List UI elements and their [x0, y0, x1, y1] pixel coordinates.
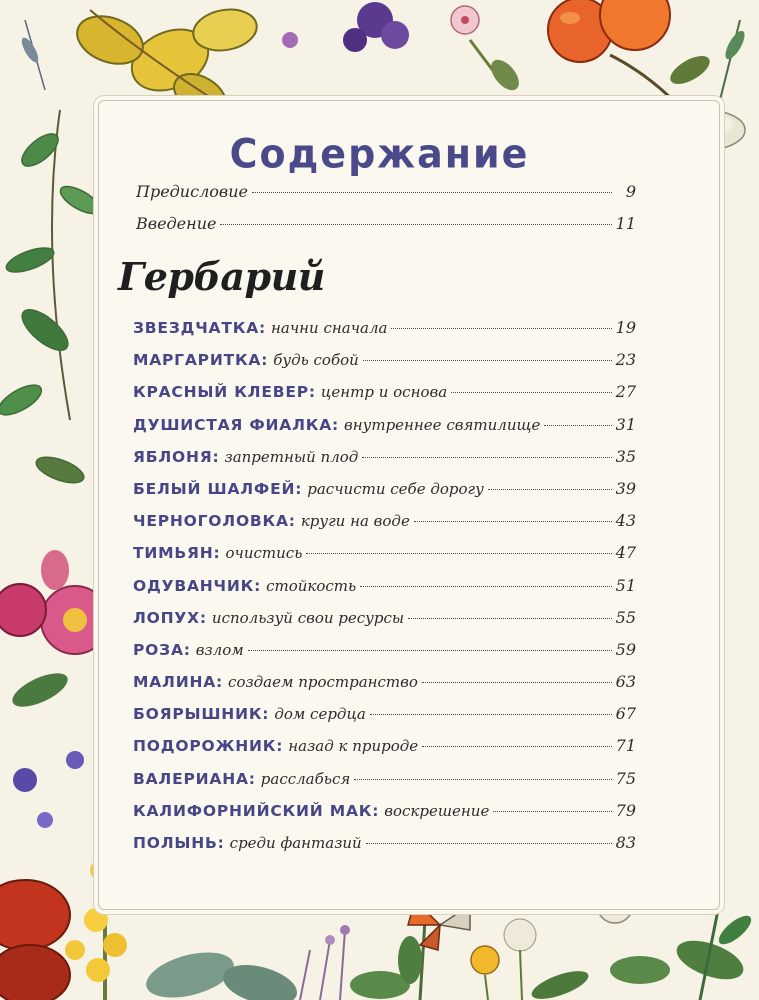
- blossom-icon: [451, 6, 524, 95]
- page-number: 83: [615, 833, 636, 852]
- rose-icon: [0, 550, 109, 714]
- page-number: 79: [615, 800, 636, 820]
- toc-entry[interactable]: [133, 736, 636, 768]
- plant-name: ДУШИСТАЯ ФИАЛКА:: [133, 415, 340, 434]
- dot-leader: [360, 586, 611, 587]
- page-number: 31: [615, 414, 636, 434]
- entry-subtitle: создаем пространство: [228, 673, 418, 692]
- page-number: 23: [615, 350, 636, 370]
- dot-leader: [248, 650, 612, 651]
- page-number: 67: [615, 704, 636, 724]
- entry-subtitle: дом сердца: [274, 705, 366, 724]
- plant-name: ПОДОРОЖНИК:: [133, 737, 284, 756]
- page-number: 63: [615, 672, 636, 692]
- dot-leader: [422, 746, 611, 747]
- page-number: 27: [615, 382, 636, 402]
- toc-entry[interactable]: [133, 543, 636, 575]
- dot-leader: [306, 553, 611, 554]
- dot-leader: [422, 682, 612, 683]
- dot-leader: [488, 489, 612, 490]
- section-title: Гербарий: [118, 254, 325, 299]
- mushroom-icon: [0, 880, 70, 1000]
- entry-subtitle: внутреннее святилище: [344, 415, 541, 434]
- toc-entry[interactable]: [133, 382, 636, 414]
- dot-leader: [362, 457, 611, 458]
- page-number: 39: [615, 478, 636, 498]
- dot-leader: [363, 360, 612, 361]
- dot-leader: [220, 224, 611, 225]
- plant-name: МАРГАРИТКА:: [133, 351, 269, 370]
- page-number: 35: [615, 446, 636, 466]
- page-number: 59: [615, 639, 636, 659]
- dot-leader: [408, 618, 612, 619]
- plant-name: ВАЛЕРИАНА:: [133, 769, 256, 788]
- toc-entry[interactable]: [133, 704, 636, 736]
- entry-subtitle: стойкость: [266, 576, 357, 595]
- toc-entry[interactable]: [133, 801, 636, 833]
- plant-name: ЧЕРНОГОЛОВКА:: [133, 512, 296, 531]
- dot-leader: [451, 392, 611, 393]
- toc-entry[interactable]: [133, 608, 636, 640]
- entry-subtitle: среди фантазий: [229, 834, 362, 852]
- page-number: 55: [615, 607, 636, 627]
- dot-leader: [493, 811, 611, 812]
- herb-sprig-icon: [19, 20, 749, 100]
- plant-name: ЗВЕЗДЧАТКА:: [133, 319, 266, 337]
- toc-entry[interactable]: [133, 511, 636, 543]
- page-number: 43: [615, 511, 636, 531]
- dot-leader: [544, 425, 611, 426]
- plant-name: ЛОПУХ:: [133, 608, 207, 627]
- intro-list: [136, 182, 636, 246]
- toc-entry[interactable]: [133, 479, 636, 511]
- toc-entry[interactable]: [133, 833, 636, 865]
- entry-subtitle: очистись: [225, 544, 303, 563]
- page-number: 11: [615, 214, 636, 233]
- page-number: 51: [615, 575, 636, 595]
- entry-subtitle: воскрешение: [384, 801, 490, 820]
- dot-leader: [252, 192, 612, 193]
- entry-subtitle: начни сначала: [271, 319, 388, 337]
- dot-leader: [391, 328, 611, 329]
- toc-entry-preface[interactable]: [136, 182, 636, 214]
- plant-name: ПОЛЫНЬ:: [133, 834, 225, 852]
- plant-name: БОЯРЫШНИК:: [133, 705, 270, 724]
- entry-subtitle: запретный плод: [224, 447, 359, 466]
- toc-entry[interactable]: [133, 350, 636, 382]
- dot-leader: [370, 714, 612, 715]
- page-number: 71: [615, 736, 636, 756]
- entry-subtitle: будь собой: [273, 351, 359, 370]
- entry-subtitle: используй свои ресурсы: [211, 608, 405, 627]
- toc-entry[interactable]: [133, 576, 636, 608]
- dot-leader: [414, 521, 612, 522]
- entry-subtitle: центр и основа: [320, 383, 448, 402]
- toc-entry[interactable]: [133, 318, 636, 350]
- toc-entry[interactable]: [133, 640, 636, 672]
- plant-name: РОЗА:: [133, 640, 191, 659]
- entry-subtitle: расчисти себе дорогу: [307, 479, 484, 498]
- page-number: 47: [615, 543, 636, 563]
- page-number: 19: [615, 318, 636, 337]
- page-number: 75: [615, 768, 636, 788]
- toc-entry[interactable]: [133, 769, 636, 801]
- entry-subtitle: круги на воде: [300, 512, 410, 531]
- bottom-plants-icon: [141, 920, 425, 1000]
- dot-leader: [354, 779, 611, 780]
- plant-name: КРАСНЫЙ КЛЕВЕР:: [133, 383, 316, 402]
- toc-entry[interactable]: [133, 672, 636, 704]
- entry-subtitle: взлом: [195, 640, 244, 659]
- page-number: 9: [625, 182, 636, 201]
- plant-name: ЯБЛОНЯ:: [133, 447, 220, 466]
- toc-entry-introduction[interactable]: [136, 214, 636, 246]
- plant-name: КАЛИФОРНИЙСКИЙ МАК:: [133, 801, 380, 820]
- entry-label: Введение: [136, 214, 217, 233]
- entry-label: Предисловие: [136, 182, 248, 201]
- violet-flower-icon: [282, 2, 409, 52]
- herbarium-list: [133, 318, 636, 865]
- entry-subtitle: расслабься: [260, 769, 351, 788]
- toc-entry[interactable]: [133, 447, 636, 479]
- plant-name: ОДУВАНЧИК:: [133, 576, 262, 595]
- page-title: Содержание: [229, 130, 530, 178]
- plant-name: БЕЛЫЙ ШАЛФЕЙ:: [133, 479, 303, 498]
- dot-leader: [366, 843, 612, 844]
- dandelion-icon: [471, 919, 592, 1000]
- entry-subtitle: назад к природе: [288, 737, 419, 756]
- toc-entry[interactable]: [133, 415, 636, 447]
- plant-name: ТИМЬЯН:: [133, 544, 221, 563]
- plant-name: МАЛИНА:: [133, 673, 224, 692]
- borage-flower-icon: [13, 751, 84, 828]
